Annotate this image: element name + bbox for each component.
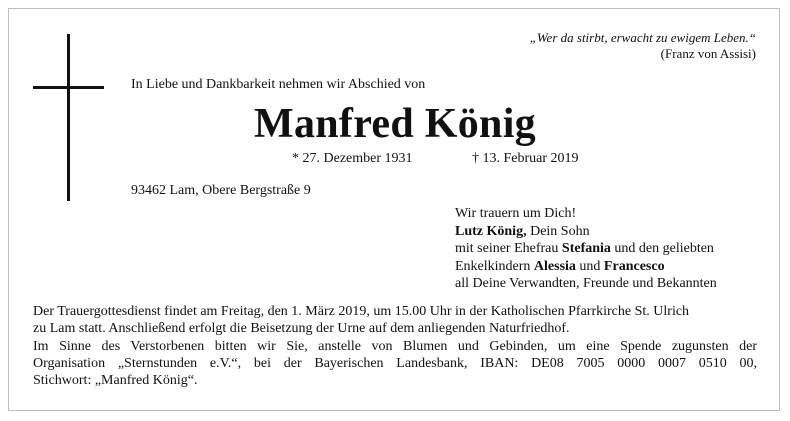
family-line-1: Wir trauern um Dich! <box>455 206 577 221</box>
donation-line: Stichwort: „Manfred König“. <box>33 373 198 388</box>
family-block <box>455 205 717 293</box>
deceased-name: Manfred König <box>254 101 536 147</box>
service-paragraph <box>33 303 757 337</box>
family-text: mit seiner Ehefrau <box>455 241 562 256</box>
quote-text: „Wer da stirbt, erwacht zu ewigem Leben.“ <box>529 30 756 45</box>
family-text: Enkelkindern <box>455 258 534 274</box>
son-name: Lutz König, <box>455 223 527 239</box>
intro-text: In Liebe und Dankbarkeit nehmen wir Abschied von <box>131 77 426 92</box>
family-text: und <box>575 258 604 274</box>
quote-author: (Franz von Assisi) <box>660 46 756 61</box>
birth-date: * 27. Dezember 1931 <box>292 151 413 166</box>
service-line: zu Lam statt. Anschließend erfolgt die Beisetzung der Urne auf dem anliegenden Naturfriedhof. <box>33 321 570 336</box>
family-line-3 <box>455 240 717 258</box>
wife-name: Stefania <box>561 241 611 256</box>
family-text: und den geliebten <box>610 241 714 256</box>
donation-line: Organisation „Sternstunden e.V.“, bei der Bayerischen Landesbank, IBAN: DE08 7005 0000 0007 0510 00, <box>33 356 757 371</box>
quote-block <box>396 30 756 62</box>
address: 93462 Lam, Obere Bergstraße 9 <box>131 183 311 198</box>
donation-line: Im Sinne des Verstorbenen bitten wir Sie, anstelle von Blumen und Gebinden, um eine Spende zugunsten der <box>33 339 757 354</box>
son-label: Dein Sohn <box>526 223 590 239</box>
grandchild-name: Francesco <box>603 258 665 274</box>
donation-paragraph <box>33 338 757 389</box>
family-line-4 <box>455 258 717 276</box>
family-line-2 <box>455 223 717 241</box>
death-date: † 13. Februar 2019 <box>472 151 579 166</box>
service-line: Der Trauergottesdienst findet am Freitag, den 1. März 2019, um 15.00 Uhr in der Katholischen Pfarrkirche St. Ulrich <box>33 304 690 319</box>
grandchild-name: Alessia <box>533 258 576 274</box>
cross-icon-bar <box>33 86 104 89</box>
family-line-5: all Deine Verwandten, Freunde und Bekannten <box>455 276 717 291</box>
